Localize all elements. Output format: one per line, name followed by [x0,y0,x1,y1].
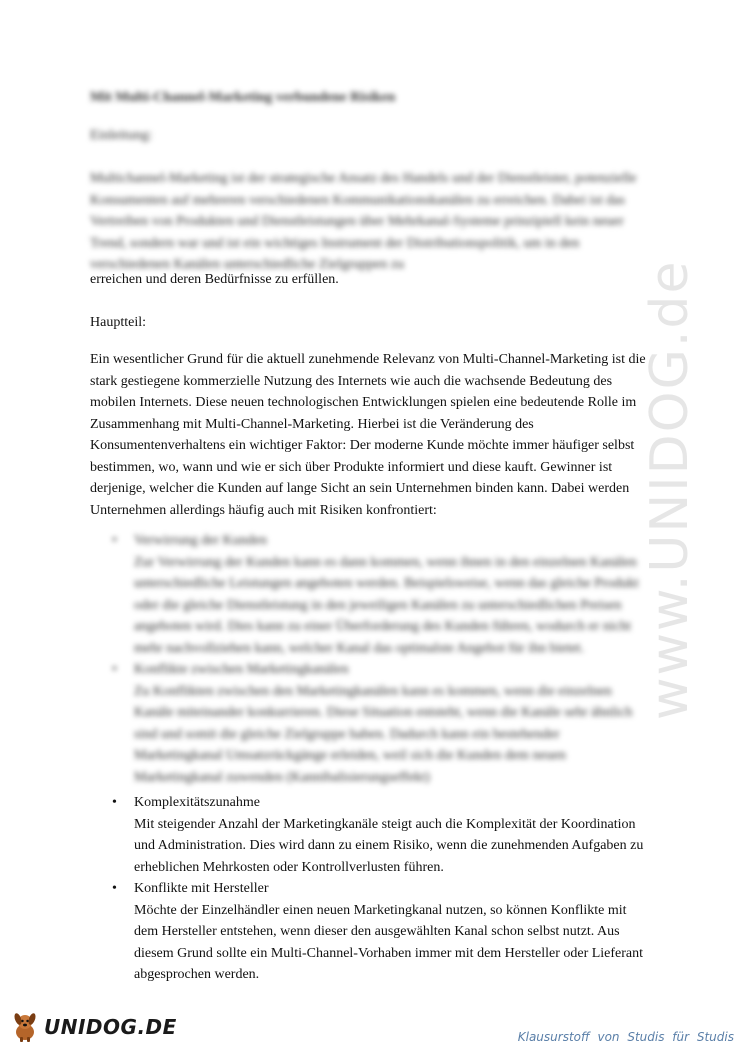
bullet-icon: • [112,662,117,677]
list-item-heading: Verwirrung der Kunden [134,533,267,548]
list-item [90,792,650,878]
document-title: Mit Multi-Channel-Marketing verbundene Risiken [90,90,396,105]
bullet-icon: • [112,533,117,548]
dog-icon [8,1010,42,1044]
list-item [90,878,650,986]
risk-list [90,792,650,986]
bullet-icon: • [112,795,117,810]
list-item [90,659,650,788]
list-item-heading: Komplexitätszunahme [134,795,260,810]
main-paragraph: Ein wesentlicher Grund für die aktuell zunehmende Relevanz von Multi-Channel-Marketing ist die stark gestiegene kommerzielle Nutzung des Internets wie auch die wachsende Bedeutung des mobilen Internets. Diese neuen technologischen Entwicklungen spielen eine bedeutende Rolle im Zusammenhang mit Multi-Channel-Marketing. Hierbei ist die Veränderung des Konsumentenverhaltens ein wichtiger Faktor: Der moderne Kunde möchte immer häufiger selbst bestimmen, wo, wann und wie er sich über Produkte informiert und diese kauft. Gewinner ist derjenige, welcher die Kunden auf lange Sicht an sein Unternehmen binden kann. Dabei werden Unternehmen allerdings häufig auch mit Risiken konfrontiert: [90,352,646,518]
list-item-text: Möchte der Einzelhändler einen neuen Marketingkanal nutzen, so können Konflikte mit dem Hersteller entstehen, wenn dieser den ausgewählten Kanal schon selbst nutzt. Aus diesem Grund sollte ein Multi-Channel-Vorhaben immer mit dem Hersteller oder Lieferant abgesprochen werden. [134,902,644,982]
bullet-icon: • [112,881,117,896]
intro-paragraph-blurred: Multichannel-Marketing ist der strategische Ansatz des Handels und der Dienstleister, potenzielle Konsumenten auf mehreren verschiedenen Kommunikationskanälen zu erreichen. Dabei ist das Vertreiben von Produkten und Dienstleistungen über Mehrkanal-Systeme prinzipiell kein neuer Trend, sondern war und ist ein wichtiges Instrument der Distributionspolitik, um in den verschiedenen Kanälen unterschiedliche Zielgruppen zu [90,171,637,272]
footer-logo[interactable] [8,1010,177,1044]
list-item-text: Zur Verwirrung der Kunden kann es dann kommen, wenn ihnen in den einzelnen Kanälen unterschiedliche Leistungen angeboten werden. Beispielsweise, wenn das gleiche Produkt oder die gleiche Dienstleistung in den jeweiligen Kanälen zu unterschiedlichen Preisen angeboten wird. Dies kann zu einer Überforderung des Kunden führen, wodurch er nicht mehr nachvollziehen kann, welcher Kanal das optimalste Angebot für ihn bietet. [134,554,639,656]
list-item-text: Mit steigender Anzahl der Marketingkanäle steigt auch die Komplexität der Koordination und Administration. Dies wird dann zu einem Risiko, wenn die zunehmenden Aufgaben zu erheblichen Mehrkosten oder Kontrollverlusten führen. [134,816,644,875]
risk-list-blurred [90,530,650,788]
intro-label: Einleitung: [90,128,153,143]
main-section-label: Hauptteil: [90,315,146,330]
watermark: www.UNIDOG.de [640,259,700,720]
list-item-heading: Konflikte zwischen Marketingkanälen [134,662,349,677]
list-item [90,530,650,659]
footer-slogan: Klausurstoff von Studis für Studis [517,1030,734,1044]
list-item-text: Zu Konflikten zwischen den Marketingkanälen kann es kommen, wenn die einzelnen Kanäle miteinander konkurrieren. Diese Situation entsteht, wenn die Kanäle sehr ähnlich sind und somit die gleiche Zielgruppe haben. Dadurch kann ein bestehender Marketingkanal Umsatzrückgänge erleiden, weil sich die Kunden dem neuen Marketingkanal zuwenden (Kannibalisierungseffekt) [134,683,633,785]
intro-paragraph-end: erreichen und deren Bedürfnisse zu erfüllen. [90,272,339,287]
logo-text: UNIDOG.DE [44,1015,177,1039]
list-item-heading: Konflikte mit Hersteller [134,881,269,896]
